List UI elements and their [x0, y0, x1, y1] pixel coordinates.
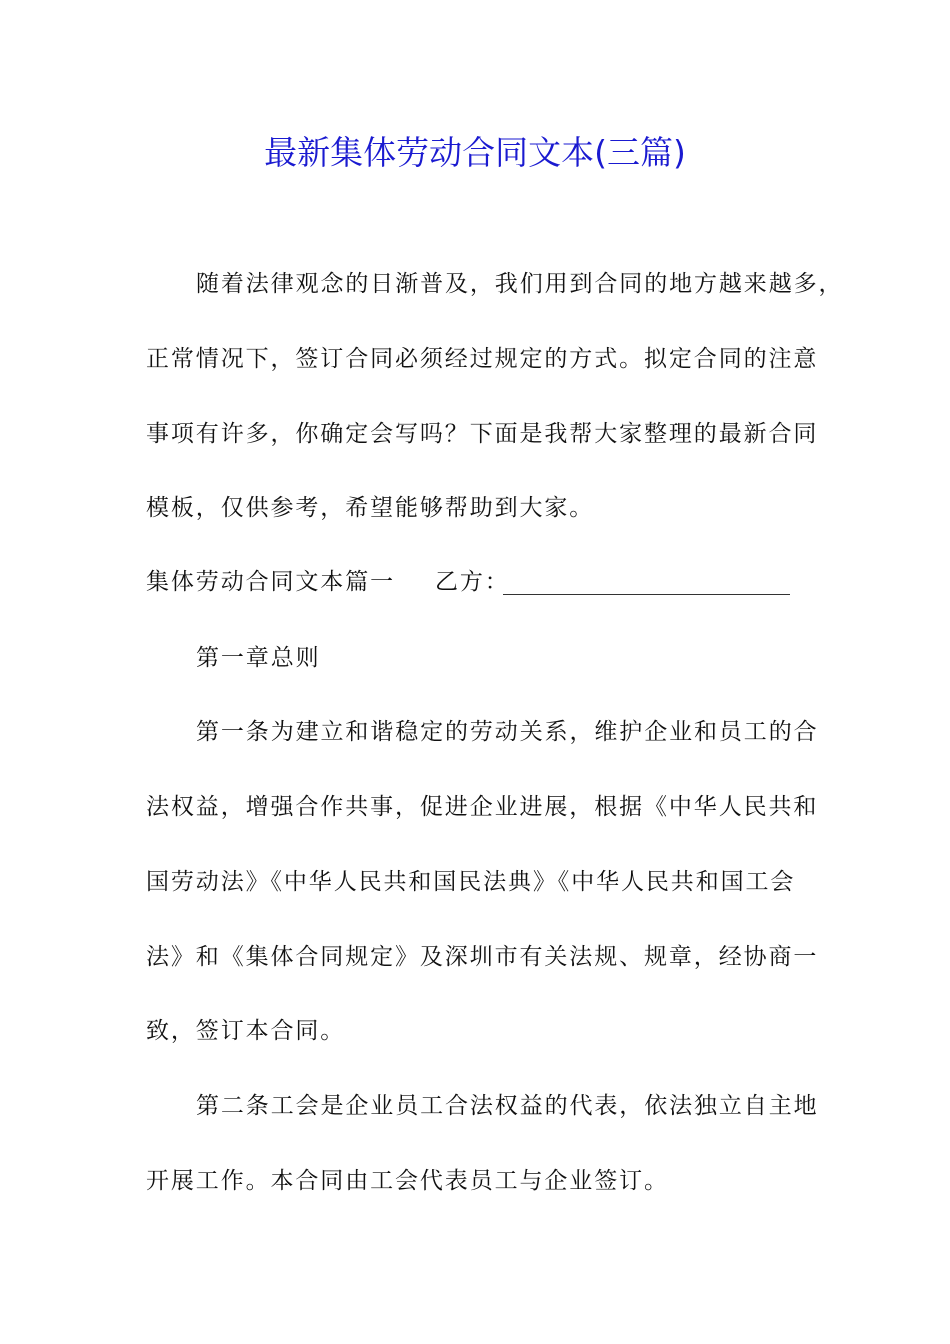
article1-line-4: 法》和《集体合同规定》及深圳市有关法规、规章，经协商一: [146, 944, 819, 970]
article1-line-5: 致，签订本合同。: [146, 1018, 346, 1044]
intro-line-4: 模板，仅供参考，希望能够帮助到大家。: [146, 495, 595, 521]
article1-line-1: 第一条为建立和谐稳定的劳动关系，维护企业和员工的合: [196, 719, 819, 745]
article1-line-3: 国劳动法》《中华人民共和国民法典》《中华人民共和国工会: [146, 869, 796, 895]
document-title: 最新集体劳动合同文本(三篇): [264, 133, 686, 172]
section-heading: 集体劳动合同文本篇一: [146, 569, 395, 595]
party-b-blank-line: [503, 594, 790, 595]
article1-line-2: 法权益，增强合作共事，促进企业进展，根据《中华人民共和: [146, 794, 819, 820]
article2-line-1: 第二条工会是企业员工合法权益的代表，依法独立自主地: [196, 1093, 819, 1119]
intro-line-1: 随着法律观念的日渐普及，我们用到合同的地方越来越多，: [196, 271, 844, 297]
party-b-label: 乙方：: [435, 569, 510, 595]
chapter-heading: 第一章总则: [196, 645, 321, 671]
article2-line-2: 开展工作。本合同由工会代表员工与企业签订。: [146, 1168, 669, 1194]
intro-line-2: 正常情况下，签订合同必须经过规定的方式。拟定合同的注意: [146, 346, 819, 372]
intro-line-3: 事项有许多，你确定会写吗？下面是我帮大家整理的最新合同: [146, 421, 819, 447]
